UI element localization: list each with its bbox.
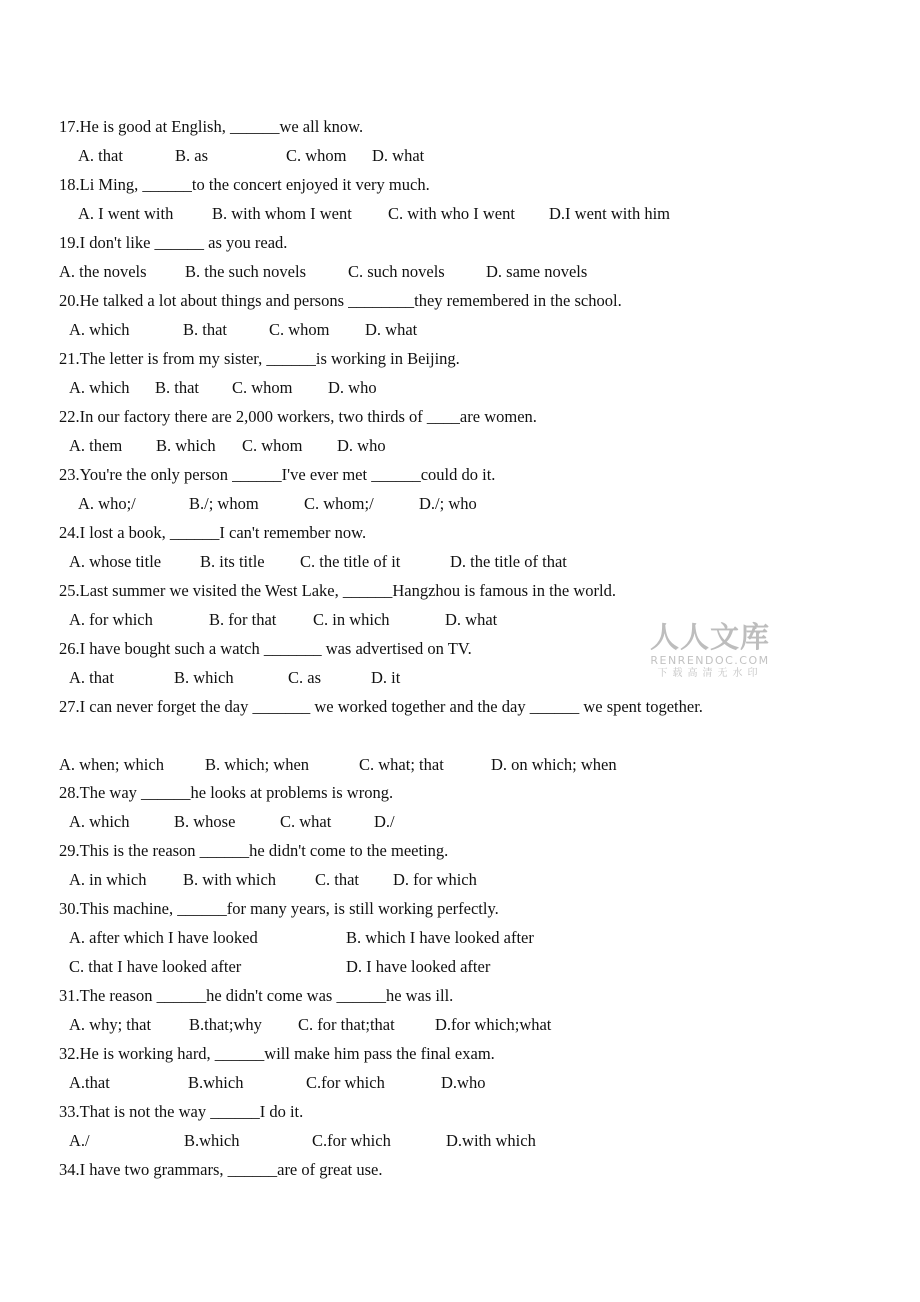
question-29-option-c: C. that xyxy=(315,870,359,889)
question-32-option-b: B.which xyxy=(188,1073,244,1092)
watermark-slogan-text: 下载高清无水印 xyxy=(657,668,763,679)
question-18-option-b: B. with whom I went xyxy=(212,204,352,223)
question-25-option-a: A. for which xyxy=(69,610,153,629)
question-18-option-a: A. I went with xyxy=(78,204,174,223)
question-28-option-d: D./ xyxy=(374,812,395,831)
question-28-option-a: A. which xyxy=(69,812,130,831)
question-20-option-c: C. whom xyxy=(269,320,330,339)
question-19-option-a: A. the novels xyxy=(59,262,147,281)
question-17-option-d: D. what xyxy=(372,146,425,165)
question-34-stem: 34.I have two grammars, ______are of great use. xyxy=(59,1160,383,1179)
question-26-option-b: B. which xyxy=(174,668,234,687)
question-29-option-b: B. with which xyxy=(183,870,277,889)
question-26-option-d: D. it xyxy=(371,668,401,687)
question-30-option-a: A. after which I have looked xyxy=(69,928,258,947)
question-30-stem: 30.This machine, ______for many years, is still working perfectly. xyxy=(59,899,499,918)
question-25-option-c: C. in which xyxy=(313,610,390,629)
question-21-option-c: C. whom xyxy=(232,378,293,397)
question-24-stem: 24.I lost a book, ______I can't remember now. xyxy=(59,523,367,542)
question-32-stem: 32.He is working hard, ______will make him pass the final exam. xyxy=(59,1044,495,1063)
question-30-option-d: D. I have looked after xyxy=(346,957,491,976)
question-18-option-d: D.I went with him xyxy=(549,204,670,223)
question-19-option-d: D. same novels xyxy=(486,262,588,281)
question-19-stem: 19.I don't like ______ as you read. xyxy=(59,233,288,252)
question-31-option-b: B.that;why xyxy=(189,1015,262,1034)
question-27-option-d: D. on which; when xyxy=(491,755,617,774)
question-25-stem: 25.Last summer we visited the West Lake, ______Hangzhou is famous in the world. xyxy=(59,581,616,600)
watermark-logo xyxy=(645,620,775,682)
question-31-stem: 31.The reason ______he didn't come was ______he was ill. xyxy=(59,986,454,1005)
question-26-stem: 26.I have bought such a watch _______ was advertised on TV. xyxy=(59,639,472,658)
question-24-option-a: A. whose title xyxy=(69,552,162,571)
question-30-option-c: C. that I have looked after xyxy=(69,957,242,976)
question-20-option-a: A. which xyxy=(69,320,130,339)
question-33-option-d: D.with which xyxy=(446,1131,536,1150)
question-27-option-c: C. what; that xyxy=(359,755,444,774)
question-23-option-c: C. whom;/ xyxy=(304,494,374,513)
question-32-option-c: C.for which xyxy=(306,1073,385,1092)
question-24-option-c: C. the title of it xyxy=(300,552,401,571)
question-33-option-b: B.which xyxy=(184,1131,240,1150)
question-17-stem: 17.He is good at English, ______we all know. xyxy=(59,117,364,136)
watermark-site-text: RENRENDOC.COM xyxy=(650,654,770,667)
question-24-option-b: B. its title xyxy=(200,552,265,571)
question-27-option-a: A. when; which xyxy=(59,755,164,774)
question-26-option-a: A. that xyxy=(69,668,114,687)
question-20-stem: 20.He talked a lot about things and persons ________they remembered in the school. xyxy=(59,291,622,310)
question-33-option-c: C.for which xyxy=(312,1131,391,1150)
question-23-option-a: A. who;/ xyxy=(78,494,136,513)
question-33-stem: 33.That is not the way ______I do it. xyxy=(59,1102,304,1121)
question-26-option-c: C. as xyxy=(288,668,321,687)
question-17-option-b: B. as xyxy=(175,146,208,165)
question-22-option-a: A. them xyxy=(69,436,123,455)
question-17-option-c: C. whom xyxy=(286,146,347,165)
question-29-option-a: A. in which xyxy=(69,870,147,889)
question-31-option-d: D.for which;what xyxy=(435,1015,552,1034)
question-25-option-d: D. what xyxy=(445,610,498,629)
question-20-option-d: D. what xyxy=(365,320,418,339)
question-33-option-a: A./ xyxy=(69,1131,90,1150)
question-21-option-a: A. which xyxy=(69,378,130,397)
question-19-option-b: B. the such novels xyxy=(185,262,306,281)
question-27-stem: 27.I can never forget the day _______ we worked together and the day ______ we spent together. xyxy=(59,697,703,716)
question-22-option-b: B. which xyxy=(156,436,216,455)
question-21-option-d: D. who xyxy=(328,378,377,397)
question-23-option-b: B./; whom xyxy=(189,494,259,513)
question-28-option-b: B. whose xyxy=(174,812,236,831)
question-28-stem: 28.The way ______he looks at problems is wrong. xyxy=(59,783,394,802)
question-22-option-c: C. whom xyxy=(242,436,303,455)
question-23-option-d: D./; who xyxy=(419,494,477,513)
question-31-option-a: A. why; that xyxy=(69,1015,152,1034)
question-24-option-d: D. the title of that xyxy=(450,552,567,571)
question-17-option-a: A. that xyxy=(78,146,123,165)
question-18-option-c: C. with who I went xyxy=(388,204,515,223)
question-20-option-b: B. that xyxy=(183,320,227,339)
question-29-stem: 29.This is the reason ______he didn't come to the meeting. xyxy=(59,841,449,860)
question-29-option-d: D. for which xyxy=(393,870,477,889)
question-32-option-a: A.that xyxy=(69,1073,110,1092)
question-25-option-b: B. for that xyxy=(209,610,277,629)
question-31-option-c: C. for that;that xyxy=(298,1015,395,1034)
question-28-option-c: C. what xyxy=(280,812,332,831)
question-19-option-c: C. such novels xyxy=(348,262,445,281)
watermark-main-text: 人人文库 xyxy=(649,620,770,654)
question-22-stem: 22.In our factory there are 2,000 workers, two thirds of ____are women. xyxy=(59,407,537,426)
question-30-option-b: B. which I have looked after xyxy=(346,928,534,947)
question-32-option-d: D.who xyxy=(441,1073,486,1092)
question-21-stem: 21.The letter is from my sister, ______is working in Beijing. xyxy=(59,349,460,368)
question-23-stem: 23.You're the only person ______I've ever met ______could do it. xyxy=(59,465,496,484)
question-27-option-b: B. which; when xyxy=(205,755,310,774)
question-22-option-d: D. who xyxy=(337,436,386,455)
question-18-stem: 18.Li Ming, ______to the concert enjoyed it very much. xyxy=(59,175,430,194)
question-21-option-b: B. that xyxy=(155,378,199,397)
